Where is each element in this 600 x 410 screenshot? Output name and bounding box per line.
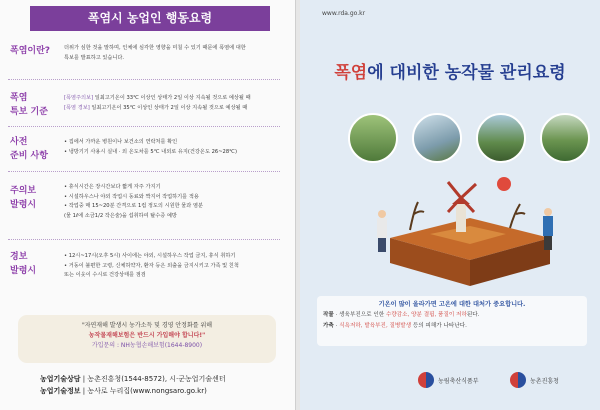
left-page [0,0,296,410]
website-url: www.rda.go.kr [322,10,366,17]
photo-greenhouse [412,113,462,163]
photo-field [348,113,398,163]
section-body: • 집에서 가까운 병원이나 보건소의 연락처를 확인 • 냉방기기 사용시 실내 · 외 온도차를 5℃ 내외로 유지(건강온도 26~28℃) [64,139,238,155]
mafra-emblem-icon [418,372,434,388]
section-title: 주의보 발령시 [10,186,37,210]
section-heatwave-definition [8,44,280,80]
section-title: 폭염 특보 기준 [10,93,48,117]
right-page-title: 폭염에 대비한 농작물 관리요령 [334,63,566,83]
section-title: 폭염이란? [10,46,50,56]
section-warning [8,248,280,300]
section-body: 더위가 심한 것을 말하며, 인체에 심각한 영향을 미칠 수 있기 때문에 폭염에 대한 특보를 발표하고 있습니다. [64,45,246,61]
rda-logo: 농촌진흥청 [510,372,559,388]
contact-footer: 농업기술상담 | 농촌진흥청(1544-8572), 시·군농업기술센터 농업기술정보 | 농사로 누리집(www.nongsaro.go.kr) [40,375,226,395]
heatwave-farm-illustration [370,168,570,288]
section-body: [폭염주의보] 일최고기온이 33℃ 이상인 상태가 2일 이상 지속될 것으로 예상될 때 [폭염 경보] 일최고기온이 35℃ 이상인 상태가 2일 이상 지속될 것으로 예상될 때 [64,95,251,111]
section-warning-criteria [8,91,280,127]
photo-orchard [540,113,590,163]
insurance-notice-box: "자연재해 발생시 농가소득 및 경영 안정화를 위해 농작물재해보험은 반드시 가입해야 합니다!" 가입문의 : NH농협손해보험(1644-8900) [18,315,276,363]
mafra-logo: 농림축산식품부 [418,372,479,388]
rda-emblem-icon [510,372,526,388]
section-title: 사전 준비 사항 [10,137,48,161]
section-body: • 휴식시간은 장시간보다 짧게 자주 가지기 • 시설하우스나 야외 작업시 동료와 짝지어 작업하기를 적용 • 작업중 매 15~20분 간격으로 1컵 정도의 시원한 물과 염분 (물 1ℓ에 소금1/2 작은술)을 섭취하여 탈수증 예방 [64,184,203,219]
info-box: 기온이 많이 올라가면 고온에 대한 대처가 중요합니다. 작물 · 생육부진으로 인한 수량감소, 양분 결핍, 품질이 저하된다. 가축 · 식욕저하, 발육부진, 질병발생 등의 피해가 나타난다. [317,296,587,346]
section-title: 경보 발령시 [10,252,37,276]
left-page-title: 폭염시 농업인 행동요령 [30,6,270,31]
section-body: • 12시~17시(오후 5시) 사이에는 야외, 시설하우스 작업 금지, 휴식 취하기 • 거동이 불편한 고령, 신체허약자, 환자 등은 외출을 금지시키고 가족 및 친척 또는 이웃이 수시로 건강상태를 점검 [64,253,239,278]
section-advisory [8,180,280,240]
section-preparation [8,135,280,172]
photo-orchard-shed [476,113,526,163]
